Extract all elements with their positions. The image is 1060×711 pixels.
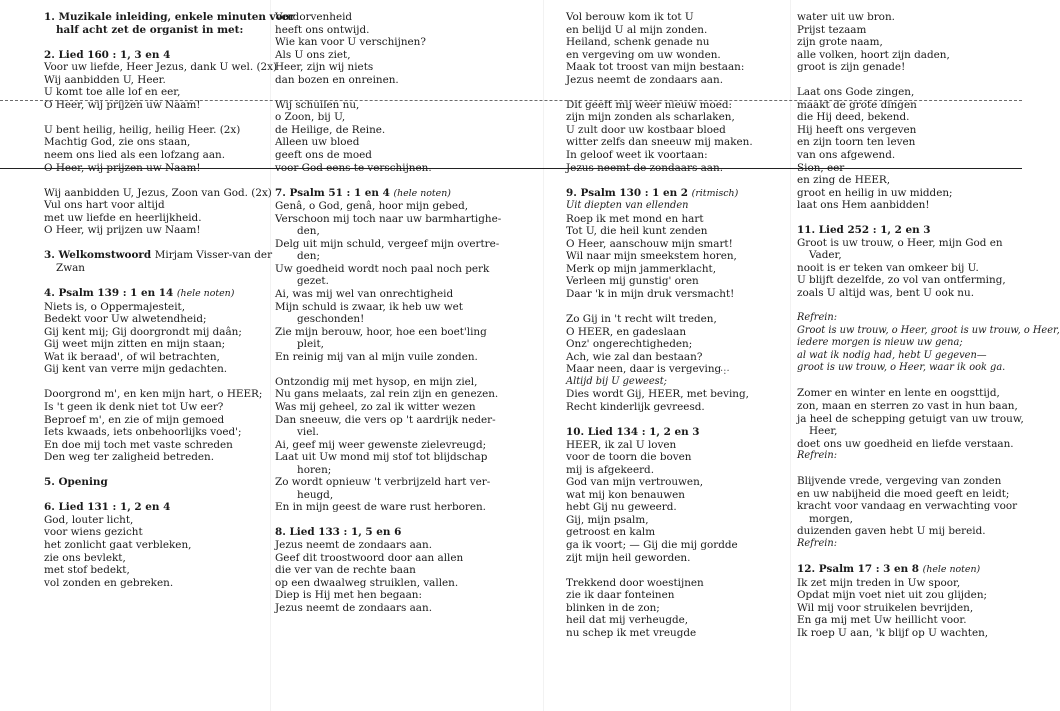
stanza-gap xyxy=(275,514,525,527)
verse-line: horen; xyxy=(297,463,332,476)
verse-line: O Heer, wij prijzen uw Naam! xyxy=(44,224,201,237)
verse-line: en vergeving om uw wonden. xyxy=(566,48,721,61)
italic-verse-line: Altijd bij U geweest; xyxy=(566,375,667,387)
stanza-gap xyxy=(44,376,266,389)
verse-line: Zo wordt opnieuw 't verbrijzeld hart ver- xyxy=(275,476,491,489)
heading-text: 11. Lied 252 : 1, 2 en 3 xyxy=(797,224,931,237)
heading-text: 9. Psalm 130 : 1 en 2 xyxy=(566,186,692,199)
verse-line: het zonlicht gaat verbleken, xyxy=(44,538,192,551)
verse-line: Ach, wie zal dan bestaan? xyxy=(566,350,703,363)
verse-line: die Hij deed, bekend. xyxy=(797,111,910,124)
verse-line: wat mij kon benauwen xyxy=(566,488,685,501)
verse-line: Daar 'k in mijn druk versmacht! xyxy=(566,288,735,301)
verse-line: groot is zijn genade! xyxy=(797,61,906,74)
heading-text: 2. Lied 160 : 1, 3 en 4 xyxy=(44,48,171,61)
heading-note: (hele noten) xyxy=(393,187,451,199)
section-heading xyxy=(44,49,266,62)
verse-line: Dit geeft mij weer nieuw moed: xyxy=(566,98,733,111)
heading-note: (hele noten) xyxy=(176,288,235,300)
section-heading xyxy=(44,476,266,489)
verse-line: kracht voor vandaag en verwachting voor xyxy=(797,500,1018,513)
heading-text: Mirjam Visser-van der xyxy=(154,249,273,262)
heading-text: 6. Lied 131 : 1, 2 en 4 xyxy=(44,501,171,514)
verse-line: Ai, geef mij weer gewenste zielevreugd; xyxy=(275,438,487,451)
verse-line: Vul ons hart voor altijd xyxy=(44,199,165,212)
verse-line: Heer, xyxy=(809,425,838,438)
verse-line: geschonden! xyxy=(297,313,365,326)
verse-line: Gij weet mijn zitten en mijn staan; xyxy=(44,338,226,351)
verse-line: Jezus neemt de zondaars aan. xyxy=(566,161,723,174)
verse-line: Wil naar mijn smeekstem horen, xyxy=(566,250,737,263)
italic-verse-line: groot is uw trouw, o Heer, waar ik ook ga. xyxy=(797,362,1006,374)
verse-line: Sion, eer xyxy=(797,161,845,174)
fold-line xyxy=(543,0,544,711)
fold-line xyxy=(270,0,271,711)
verse-line: Doorgrond m', en ken mijn hart, o HEER; xyxy=(44,388,263,401)
stanza-gap xyxy=(566,414,781,427)
verse-line: den, xyxy=(297,225,320,238)
section-heading xyxy=(275,187,525,201)
verse-line: alle volken, hoort zijn daden, xyxy=(797,48,950,61)
verse-line: Uw goedheid wordt noch paal noch perk xyxy=(275,262,490,275)
verse-line: getroost en kalm xyxy=(566,526,656,539)
verse-line: Wij aanbidden U, Heer. xyxy=(44,73,166,86)
verse-line: Machtig God, zie ons staan, xyxy=(44,136,191,149)
verse-line: Voor uw liefde, Heer Jezus, dank U wel. (2x) xyxy=(44,61,278,74)
verse-line: Roep ik met mond en hart xyxy=(566,212,704,225)
heading-text: 1. Muzikale inleiding, enkele minuten voor xyxy=(44,11,295,23)
verse-line: neem ons lied als een lofzang aan. xyxy=(44,149,226,162)
verse-line: viel. xyxy=(297,426,319,439)
verse-line: Opdat mijn voet niet uit zou glijden; xyxy=(797,589,988,602)
verse-line: Zomer en winter en lente en oogsttijd, xyxy=(797,387,1000,400)
italic-verse-line: iedere morgen is nieuw uw gena; xyxy=(797,337,963,349)
verse-line: Dan sneeuw, die vers op 't aardrijk neder- xyxy=(275,413,496,426)
heading-text: 8. Lied 133 : 1, 5 en 6 xyxy=(275,526,402,539)
stanza-gap xyxy=(797,551,1019,564)
liturgy-column-4 xyxy=(797,11,1060,639)
verse-line: Nu gans melaats, zal rein zijn en genezen. xyxy=(275,388,499,401)
liturgy-column-1 xyxy=(44,11,295,589)
verse-line: Genâ, o God, genâ, hoor mijn gebed, xyxy=(275,200,469,213)
italic-verse-line: Groot is uw trouw, o Heer, groot is uw trouw, o Heer, xyxy=(797,324,1060,336)
verse-line: Als U ons ziet, xyxy=(275,48,351,61)
verse-line: heeft ons ontwijd. xyxy=(275,23,370,36)
verse-line: voor de toorn die boven xyxy=(566,451,692,464)
stanza-gap xyxy=(44,464,266,477)
scan-line xyxy=(0,100,1022,101)
verse-line: Vader, xyxy=(809,249,842,262)
verse-line: O Heer, aanschouw mijn smart! xyxy=(566,237,733,250)
section-heading xyxy=(275,526,525,539)
italic-verse-line: al wat ik nodig had, hebt U gegeven— xyxy=(797,349,987,361)
verse-line: Verdorvenheid xyxy=(275,11,353,23)
stanza-gap xyxy=(44,36,266,49)
verse-line: Diep is Hij met hen begaan: xyxy=(275,589,422,602)
stanza-gap xyxy=(566,301,781,314)
verse-line: Wil mij voor struikelen bevrijden, xyxy=(797,601,974,614)
verse-line: Den weg ter zaligheid betreden. xyxy=(44,451,215,464)
section-heading xyxy=(44,501,266,514)
verse-line: nu schep ik met vreugde xyxy=(566,626,697,639)
verse-line: Wat ik beraad', of wil betrachten, xyxy=(44,350,220,363)
verse-line: ja heel de schepping getuigt van uw trouw, xyxy=(797,412,1024,425)
section-heading xyxy=(566,426,781,439)
verse-line: Gij, mijn psalm, xyxy=(566,513,649,526)
verse-line: Ik roep U aan, 'k blijf op U wachten, xyxy=(797,626,989,639)
verse-line: witter zelfs dan sneeuw mij maken. xyxy=(566,136,753,149)
verse-line: doet ons uw goedheid en liefde verstaan. xyxy=(797,437,1014,450)
verse-line: Zwan xyxy=(56,261,86,274)
section-heading xyxy=(44,11,295,24)
verse-line: maakt de grote dingen xyxy=(797,98,917,111)
verse-line: Was mij geheel, zo zal ik witter wezen xyxy=(275,400,476,413)
scan-speck: ·:· xyxy=(720,366,730,377)
verse-line: voor God eens te verschijnen. xyxy=(275,161,432,174)
heading-text: 10. Lied 134 : 1, 2 en 3 xyxy=(566,426,700,439)
verse-line: God, louter licht, xyxy=(44,513,134,526)
verse-line: Heiland, schenk genade nu xyxy=(566,36,710,49)
verse-line: ga ik voort; — Gij die mij gordde xyxy=(566,538,738,551)
verse-line: heil dat mij verheugde, xyxy=(566,614,689,627)
italic-verse-line: Refrein: xyxy=(797,312,838,324)
verse-line: nooit is er teken van omkeer bij U. xyxy=(797,261,979,274)
verse-line: zon, maan en sterren zo vast in hun baan, xyxy=(797,399,1018,412)
verse-line: zijn mijn zonden als scharlaken, xyxy=(566,111,735,124)
stanza-gap xyxy=(44,237,266,250)
section-heading xyxy=(566,187,781,201)
verse-line: Verschoon mij toch naar uw barmhartighe- xyxy=(275,212,502,225)
verse-line: o Zoon, bij U, xyxy=(275,111,346,124)
verse-line: en uw nabijheid die moed geeft en leidt; xyxy=(797,487,1010,500)
verse-line: zijn grote naam, xyxy=(797,36,883,49)
verse-line: Tot U, die heil kunt zenden xyxy=(566,225,708,238)
verse-line: Recht kinderlijk gevreesd. xyxy=(566,400,705,413)
verse-line: vol zonden en gebreken. xyxy=(44,576,174,589)
verse-line: God van mijn vertrouwen, xyxy=(566,476,704,489)
verse-line: gezet. xyxy=(297,275,329,288)
verse-line: Beproef m', en zie of mijn gemoed xyxy=(44,413,225,426)
verse-line: blinken in de zon; xyxy=(566,601,660,614)
verse-line: Delg uit mijn schuld, vergeef mijn overtre- xyxy=(275,237,500,250)
verse-line: En doe mij toch met vaste schreden xyxy=(44,438,233,451)
verse-line: van ons afgewend. xyxy=(797,149,896,162)
verse-line: Alleen uw bloed xyxy=(275,136,360,149)
verse-line: laat ons Hem aanbidden! xyxy=(797,199,930,212)
verse-line: mij is afgekeerd. xyxy=(566,463,655,476)
stanza-gap xyxy=(44,111,266,124)
heading-text: 7. Psalm 51 : 1 en 4 xyxy=(275,186,394,199)
verse-line: zoals U altijd was, bent U ook nu. xyxy=(797,287,974,300)
stanza-gap xyxy=(797,463,1019,476)
stanza-gap xyxy=(797,300,1019,313)
stanza-gap xyxy=(275,86,525,99)
verse-line: duizenden gaven hebt U mij bereid. xyxy=(797,525,986,538)
stanza-gap xyxy=(566,86,781,99)
verse-line: Heer, zijn wij niets xyxy=(275,61,374,74)
verse-line: op een dwaalweg struiklen, vallen. xyxy=(275,576,459,589)
verse-line: Ontzondig mij met hysop, en mijn ziel, xyxy=(275,375,478,388)
verse-line: In geloof weet ik voortaan: xyxy=(566,149,708,162)
verse-line: Laat uit Uw mond mij stof tot blijdschap xyxy=(275,451,488,464)
verse-line: Is 't geen ik denk niet tot Uw eer? xyxy=(44,400,224,413)
section-heading xyxy=(797,563,1019,577)
verse-line: Maak tot troost van mijn bestaan: xyxy=(566,61,745,74)
verse-line: zie ons bevlekt, xyxy=(44,551,126,564)
verse-line: Zie mijn berouw, hoor, hoe een boet'ling xyxy=(275,325,487,338)
verse-line: Hij heeft ons vergeven xyxy=(797,123,917,136)
stanza-gap xyxy=(44,274,266,287)
verse-line: Mijn schuld is zwaar, ik heb uw wet xyxy=(275,300,463,313)
verse-line: Vol berouw kom ik tot U xyxy=(566,11,694,23)
verse-line: morgen, xyxy=(809,512,853,525)
fold-line xyxy=(790,0,791,711)
verse-line: zijt mijn heil geworden. xyxy=(566,551,691,564)
verse-line: HEER, ik zal U loven xyxy=(566,438,677,451)
stanza-gap xyxy=(44,174,266,187)
verse-line: En reinig mij van al mijn vuile zonden. xyxy=(275,350,478,363)
verse-line: Prijst tezaam xyxy=(797,23,867,36)
verse-line: Groot is uw trouw, o Heer, mijn God en xyxy=(797,236,1003,249)
stanza-gap xyxy=(275,363,525,376)
verse-line: groot en heilig in uw midden; xyxy=(797,186,953,199)
verse-line: Laat ons Gode zingen, xyxy=(797,86,915,99)
verse-line: Bedekt voor Uw alwetendheid; xyxy=(44,313,207,326)
heading-text: 5. Opening xyxy=(44,476,108,489)
stanza-gap xyxy=(566,174,781,187)
verse-line: Gij kent van verre mijn gedachten. xyxy=(44,363,228,376)
verse-line: hebt Gij nu geweerd. xyxy=(566,501,677,514)
stanza-gap xyxy=(566,564,781,577)
section-heading xyxy=(797,224,1019,237)
italic-verse-line: Refrein: xyxy=(797,450,838,462)
verse-line: O HEER, en gadeslaan xyxy=(566,325,687,338)
stanza-gap xyxy=(797,375,1019,388)
verse-line: U blijft dezelfde, zo vol van ontferming, xyxy=(797,274,1006,287)
verse-line: Wij schuilen nu, xyxy=(275,98,360,111)
liturgy-column-2 xyxy=(275,11,525,614)
verse-line: En ga mij met Uw heillicht voor. xyxy=(797,614,967,627)
verse-line: Ik zet mijn treden in Uw spoor, xyxy=(797,576,961,589)
stanza-gap xyxy=(797,74,1019,87)
italic-verse-line: Uit diepten van ellenden xyxy=(566,200,689,212)
verse-line: Geef dit troostwoord door aan allen xyxy=(275,551,464,564)
verse-line: Maar neen, daar is vergeving xyxy=(566,363,722,376)
verse-line: U zult door uw kostbaar bloed xyxy=(566,123,726,136)
verse-line: half acht zet de organist in met: xyxy=(56,23,244,36)
verse-line: met stof bedekt, xyxy=(44,564,130,577)
verse-line: Wie kan voor U verschijnen? xyxy=(275,36,426,49)
verse-line: voor wiens gezicht xyxy=(44,526,143,539)
verse-line: U bent heilig, heilig, heilig Heer. (2x) xyxy=(44,123,241,136)
verse-line: heugd, xyxy=(297,488,334,501)
verse-line: O Heer, wij prijzen uw Naam! xyxy=(44,98,201,111)
verse-line: water uit uw bron. xyxy=(797,11,895,23)
verse-line: pleit, xyxy=(297,338,324,351)
verse-line: geeft ons de moed xyxy=(275,149,372,162)
verse-line: Jezus neemt de zondaars aan. xyxy=(275,538,432,551)
verse-line: de Heilige, de Reine. xyxy=(275,123,386,136)
verse-line: Wij aanbidden U, Jezus, Zoon van God. (2x) xyxy=(44,186,272,199)
verse-line: met uw liefde en heerlijkheid. xyxy=(44,211,202,224)
scan-line xyxy=(0,168,1022,169)
verse-line: den; xyxy=(297,250,320,263)
section-heading xyxy=(44,287,266,301)
verse-line: Iets kwaads, iets onbehoorlijks voed'; xyxy=(44,426,242,439)
verse-line: en belijd U al mijn zonden. xyxy=(566,23,708,36)
heading-note: (ritmisch) xyxy=(691,187,739,199)
verse-line: En in mijn geest de ware rust herboren. xyxy=(275,501,486,514)
verse-line: Niets is, o Oppermajesteit, xyxy=(44,300,186,313)
verse-line: Trekkend door woestijnen xyxy=(566,576,704,589)
verse-line: Blijvende vrede, vergeving van zonden xyxy=(797,475,1002,488)
heading-text: 4. Psalm 139 : 1 en 14 xyxy=(44,287,177,300)
verse-line: en zijn toorn ten leven xyxy=(797,136,916,149)
section-heading xyxy=(44,249,273,262)
verse-line: zie ik daar fonteinen xyxy=(566,589,675,602)
stanza-gap xyxy=(275,174,525,187)
verse-line: die ver van de rechte baan xyxy=(275,564,416,577)
heading-text: 12. Psalm 17 : 3 en 8 xyxy=(797,563,923,576)
verse-line: Merk op mijn jammerklacht, xyxy=(566,262,716,275)
verse-line: Jezus neemt de zondaars aan. xyxy=(566,73,723,86)
verse-line: Ai, was mij wel van onrechtigheid xyxy=(275,288,454,301)
verse-line: dan bozen en onreinen. xyxy=(275,73,399,86)
verse-line: Jezus neemt de zondaars aan. xyxy=(275,601,432,614)
verse-line: O Heer, wij prijzen uw Naam! xyxy=(44,161,201,174)
heading-note: (hele noten) xyxy=(922,564,981,576)
verse-line: Verleen mij gunstig' oren xyxy=(566,275,699,288)
verse-line: Dies wordt Gij, HEER, met beving, xyxy=(566,388,749,401)
heading-text: 3. Welkomstwoord xyxy=(44,249,155,262)
liturgy-column-3 xyxy=(566,11,781,639)
verse-line: U komt toe alle lof en eer, xyxy=(44,86,181,99)
verse-line: Zo Gij in 't recht wilt treden, xyxy=(566,313,717,326)
verse-line: Gij kent mij; Gij doorgrondt mij daân; xyxy=(44,325,242,338)
stanza-gap xyxy=(44,489,266,502)
stanza-gap xyxy=(797,212,1019,225)
italic-verse-line: Refrein: xyxy=(797,537,838,549)
verse-line: Onz' ongerechtigheden; xyxy=(566,338,693,351)
verse-line: en zing de HEER, xyxy=(797,174,891,187)
